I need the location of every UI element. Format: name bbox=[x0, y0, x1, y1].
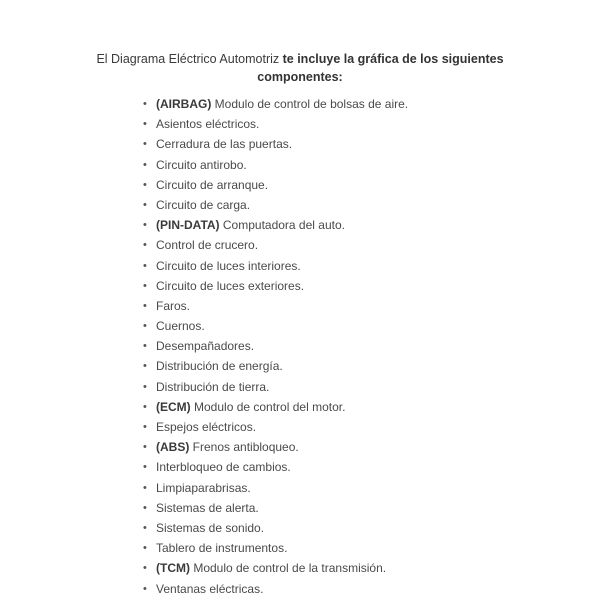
list-item bbox=[143, 256, 408, 276]
item-text: Control de crucero. bbox=[156, 238, 259, 253]
bullet-icon: • bbox=[143, 279, 147, 292]
list-item bbox=[143, 417, 408, 437]
bullet-icon: • bbox=[143, 118, 147, 131]
item-text: Distribución de tierra. bbox=[156, 379, 270, 394]
item-text: Interbloqueo de cambios. bbox=[156, 460, 291, 475]
bullet-icon: • bbox=[143, 239, 147, 252]
item-code: (TCM) bbox=[156, 561, 190, 576]
list-item bbox=[143, 457, 408, 477]
list-item bbox=[143, 235, 408, 255]
list-item bbox=[143, 336, 408, 356]
item-text: Faros. bbox=[156, 298, 191, 313]
list-item bbox=[143, 397, 408, 417]
bullet-icon: • bbox=[143, 198, 147, 211]
list-item bbox=[143, 276, 408, 296]
list-item bbox=[143, 478, 408, 498]
intro-bold-text: te incluye la gráfica de los siguientes componentes: bbox=[257, 51, 504, 84]
item-text: Asientos eléctricos. bbox=[156, 117, 260, 132]
bullet-icon: • bbox=[143, 481, 147, 494]
bullet-icon: • bbox=[143, 138, 147, 151]
bullet-icon: • bbox=[143, 562, 147, 575]
list-item bbox=[143, 114, 408, 134]
list-item bbox=[143, 377, 408, 397]
bullet-icon: • bbox=[143, 299, 147, 312]
list-item bbox=[143, 538, 408, 558]
bullet-icon: • bbox=[143, 158, 147, 171]
bullet-icon: • bbox=[143, 98, 147, 110]
item-text: Ventanas eléctricas. bbox=[156, 581, 264, 596]
intro-paragraph bbox=[80, 50, 520, 86]
item-code: (ABS) bbox=[156, 440, 190, 455]
bullet-icon: • bbox=[143, 521, 147, 534]
bullet-icon: • bbox=[143, 178, 147, 191]
list-item bbox=[143, 296, 408, 316]
item-text: Modulo de control del motor. bbox=[190, 399, 346, 414]
bullet-icon: • bbox=[143, 259, 147, 272]
list-item bbox=[143, 356, 408, 376]
list-item bbox=[143, 215, 408, 235]
bullet-icon: • bbox=[143, 380, 147, 393]
item-code: (AIRBAG) bbox=[156, 97, 212, 111]
bullet-icon: • bbox=[143, 582, 147, 595]
list-item bbox=[143, 134, 408, 154]
item-text: Modulo de control de la transmisión. bbox=[189, 561, 387, 576]
bullet-icon: • bbox=[143, 360, 147, 373]
item-text: Tablero de instrumentos. bbox=[156, 541, 288, 556]
item-text: Circuito antirobo. bbox=[156, 157, 247, 172]
list-item bbox=[143, 498, 408, 518]
components-list bbox=[143, 94, 409, 599]
bullet-icon: • bbox=[143, 340, 147, 353]
bullet-icon: • bbox=[143, 400, 147, 413]
list-item bbox=[143, 518, 408, 538]
item-text: Frenos antibloqueo. bbox=[189, 440, 299, 455]
item-code: (PIN-DATA) bbox=[156, 218, 220, 233]
list-item bbox=[143, 155, 408, 175]
list-item bbox=[143, 316, 408, 336]
item-text: Cerradura de las puertas. bbox=[156, 137, 293, 152]
intro-plain-text: El Diagrama Eléctrico Automotriz bbox=[96, 51, 283, 66]
bullet-icon: • bbox=[143, 542, 147, 555]
item-text: Sistemas de sonido. bbox=[156, 520, 265, 535]
list-item bbox=[143, 437, 408, 457]
list-item bbox=[143, 94, 409, 114]
item-text: Espejos eléctricos. bbox=[156, 420, 257, 434]
item-text: Cuernos. bbox=[156, 319, 205, 334]
item-text: Distribución de energía. bbox=[156, 359, 283, 374]
item-text: Sistemas de alerta. bbox=[156, 500, 259, 515]
item-text: Limpiaparabrisas. bbox=[156, 480, 251, 495]
bullet-icon: • bbox=[143, 320, 147, 333]
bullet-icon: • bbox=[143, 441, 147, 454]
item-text: Circuito de luces exteriores. bbox=[156, 278, 305, 293]
list-item bbox=[143, 558, 408, 578]
bullet-icon: • bbox=[143, 501, 147, 514]
list-item bbox=[143, 579, 408, 599]
bullet-icon: • bbox=[143, 219, 147, 232]
list-item bbox=[143, 175, 408, 195]
item-text: Modulo de control de bolsas de aire. bbox=[211, 97, 409, 111]
item-text: Computadora del auto. bbox=[219, 218, 345, 233]
bullet-icon: • bbox=[143, 421, 147, 433]
item-text: Circuito de carga. bbox=[156, 197, 251, 212]
item-code: (ECM) bbox=[156, 399, 191, 414]
item-text: Circuito de arranque. bbox=[156, 177, 269, 192]
bullet-icon: • bbox=[143, 461, 147, 474]
item-text: Desempañadores. bbox=[156, 339, 255, 354]
item-text: Circuito de luces interiores. bbox=[156, 258, 301, 273]
list-item bbox=[143, 195, 408, 215]
